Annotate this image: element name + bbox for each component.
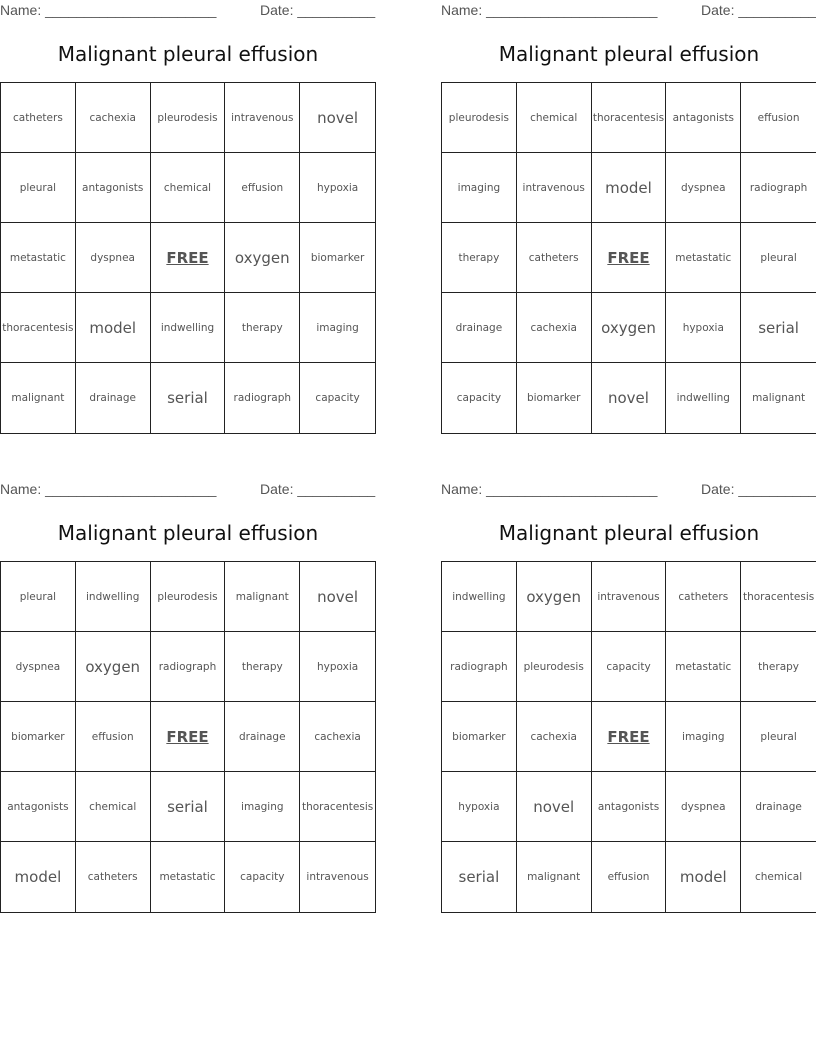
bingo-cell: antagonists bbox=[592, 772, 667, 842]
bingo-cell: radiograph bbox=[225, 363, 300, 433]
bingo-cell: metastatic bbox=[666, 632, 741, 702]
bingo-cell: thoracentesis bbox=[1, 293, 76, 363]
bingo-cell: malignant bbox=[225, 562, 300, 632]
bingo-cell: model bbox=[666, 842, 741, 912]
bingo-cell: serial bbox=[151, 363, 226, 433]
bingo-cell: biomarker bbox=[517, 363, 592, 433]
bingo-cell: drainage bbox=[225, 702, 300, 772]
bingo-cell: metastatic bbox=[666, 223, 741, 293]
bingo-cell: metastatic bbox=[151, 842, 226, 912]
date-field[interactable]: Date: __________ bbox=[701, 2, 816, 18]
card-header bbox=[0, 2, 376, 20]
card-header bbox=[441, 2, 816, 20]
bingo-cell: hypoxia bbox=[300, 153, 375, 223]
free-cell: FREE bbox=[592, 223, 667, 293]
bingo-cell: oxygen bbox=[517, 562, 592, 632]
bingo-cell: chemical bbox=[517, 83, 592, 153]
bingo-cell: pleurodesis bbox=[151, 83, 226, 153]
bingo-cell: imaging bbox=[666, 702, 741, 772]
bingo-cell: pleural bbox=[741, 223, 816, 293]
bingo-cell: pleural bbox=[741, 702, 816, 772]
bingo-grid bbox=[0, 82, 376, 434]
bingo-cell: imaging bbox=[225, 772, 300, 842]
bingo-cell: catheters bbox=[1, 83, 76, 153]
card-title: Malignant pleural effusion bbox=[57, 521, 319, 545]
bingo-cell: effusion bbox=[592, 842, 667, 912]
bingo-cell: capacity bbox=[442, 363, 517, 433]
bingo-cell: malignant bbox=[517, 842, 592, 912]
bingo-cell: dyspnea bbox=[666, 772, 741, 842]
bingo-cell: biomarker bbox=[442, 702, 517, 772]
bingo-cell: pleural bbox=[1, 562, 76, 632]
bingo-cell: radiograph bbox=[741, 153, 816, 223]
bingo-cell: cachexia bbox=[300, 702, 375, 772]
card-header bbox=[0, 481, 376, 499]
bingo-cell: biomarker bbox=[1, 702, 76, 772]
bingo-cell: effusion bbox=[225, 153, 300, 223]
bingo-grid bbox=[441, 561, 816, 913]
bingo-cell: antagonists bbox=[76, 153, 151, 223]
bingo-cell: chemical bbox=[76, 772, 151, 842]
bingo-cell: pleurodesis bbox=[442, 83, 517, 153]
card-title: Malignant pleural effusion bbox=[498, 521, 760, 545]
free-cell: FREE bbox=[151, 223, 226, 293]
bingo-cell: oxygen bbox=[225, 223, 300, 293]
bingo-cell: novel bbox=[300, 83, 375, 153]
bingo-cell: hypoxia bbox=[442, 772, 517, 842]
bingo-cell: drainage bbox=[442, 293, 517, 363]
bingo-cell: effusion bbox=[741, 83, 816, 153]
bingo-cell: pleurodesis bbox=[517, 632, 592, 702]
bingo-cell: antagonists bbox=[1, 772, 76, 842]
bingo-cell: radiograph bbox=[442, 632, 517, 702]
bingo-cell: drainage bbox=[741, 772, 816, 842]
bingo-cell: capacity bbox=[225, 842, 300, 912]
card-title: Malignant pleural effusion bbox=[57, 42, 319, 66]
bingo-cell: effusion bbox=[76, 702, 151, 772]
bingo-cell: novel bbox=[592, 363, 667, 433]
date-field[interactable]: Date: __________ bbox=[260, 481, 376, 497]
bingo-cell: thoracentesis bbox=[592, 83, 667, 153]
date-field[interactable]: Date: __________ bbox=[701, 481, 816, 497]
name-field[interactable]: Name: ______________________ bbox=[0, 481, 217, 497]
name-field[interactable]: Name: ______________________ bbox=[441, 2, 658, 18]
card-header bbox=[441, 481, 816, 499]
bingo-cell: cachexia bbox=[517, 702, 592, 772]
bingo-cell: intravenous bbox=[306, 871, 369, 883]
bingo-cell: antagonists bbox=[666, 83, 741, 153]
bingo-cell: thoracentesis bbox=[741, 562, 816, 632]
free-cell: FREE bbox=[592, 702, 667, 772]
bingo-cell: cachexia bbox=[517, 293, 592, 363]
bingo-cell: indwelling bbox=[666, 363, 741, 433]
bingo-cell: hypoxia bbox=[300, 632, 375, 702]
bingo-cell: intravenous bbox=[225, 83, 300, 153]
bingo-cell: serial bbox=[442, 842, 517, 912]
bingo-cell: oxygen bbox=[76, 632, 151, 702]
bingo-cell: chemical bbox=[151, 153, 226, 223]
bingo-cell: model bbox=[76, 293, 151, 363]
bingo-cell: malignant bbox=[752, 392, 806, 404]
card-title: Malignant pleural effusion bbox=[498, 42, 760, 66]
bingo-cell: dyspnea bbox=[1, 632, 76, 702]
bingo-grid bbox=[0, 561, 376, 913]
bingo-cell: drainage bbox=[76, 363, 151, 433]
bingo-cell: malignant bbox=[1, 363, 76, 433]
bingo-cell: catheters bbox=[666, 562, 741, 632]
bingo-cell: indwelling bbox=[76, 562, 151, 632]
bingo-cell: catheters bbox=[517, 223, 592, 293]
bingo-cell: capacity bbox=[315, 392, 360, 404]
bingo-cell: dyspnea bbox=[666, 153, 741, 223]
bingo-cell: thoracentesis bbox=[300, 772, 375, 842]
bingo-cell: intravenous bbox=[592, 562, 667, 632]
date-field[interactable]: Date: __________ bbox=[260, 2, 376, 18]
bingo-cell: serial bbox=[151, 772, 226, 842]
bingo-cell: indwelling bbox=[151, 293, 226, 363]
bingo-cell: cachexia bbox=[76, 83, 151, 153]
bingo-cell: radiograph bbox=[151, 632, 226, 702]
bingo-cell: imaging bbox=[442, 153, 517, 223]
bingo-cell: therapy bbox=[741, 632, 816, 702]
bingo-cell: model bbox=[1, 842, 76, 912]
bingo-cell: hypoxia bbox=[666, 293, 741, 363]
bingo-cell: imaging bbox=[300, 293, 375, 363]
bingo-cell: intravenous bbox=[517, 153, 592, 223]
bingo-cell: serial bbox=[741, 293, 816, 363]
bingo-cell: biomarker bbox=[300, 223, 375, 293]
bingo-cell: indwelling bbox=[442, 562, 517, 632]
bingo-cell: novel bbox=[300, 562, 375, 632]
bingo-cell: pleurodesis bbox=[151, 562, 226, 632]
free-cell: FREE bbox=[151, 702, 226, 772]
bingo-cell: dyspnea bbox=[76, 223, 151, 293]
bingo-cell: chemical bbox=[755, 871, 803, 883]
bingo-cell: novel bbox=[517, 772, 592, 842]
name-field[interactable]: Name: ______________________ bbox=[441, 481, 658, 497]
bingo-cell: pleural bbox=[1, 153, 76, 223]
bingo-cell: therapy bbox=[225, 632, 300, 702]
name-field[interactable]: Name: ______________________ bbox=[0, 2, 217, 18]
bingo-cell: catheters bbox=[76, 842, 151, 912]
bingo-cell: therapy bbox=[225, 293, 300, 363]
bingo-cell: metastatic bbox=[1, 223, 76, 293]
bingo-cell: capacity bbox=[592, 632, 667, 702]
bingo-cell: oxygen bbox=[592, 293, 667, 363]
bingo-grid bbox=[441, 82, 816, 434]
bingo-cell: model bbox=[592, 153, 667, 223]
bingo-cell: therapy bbox=[442, 223, 517, 293]
